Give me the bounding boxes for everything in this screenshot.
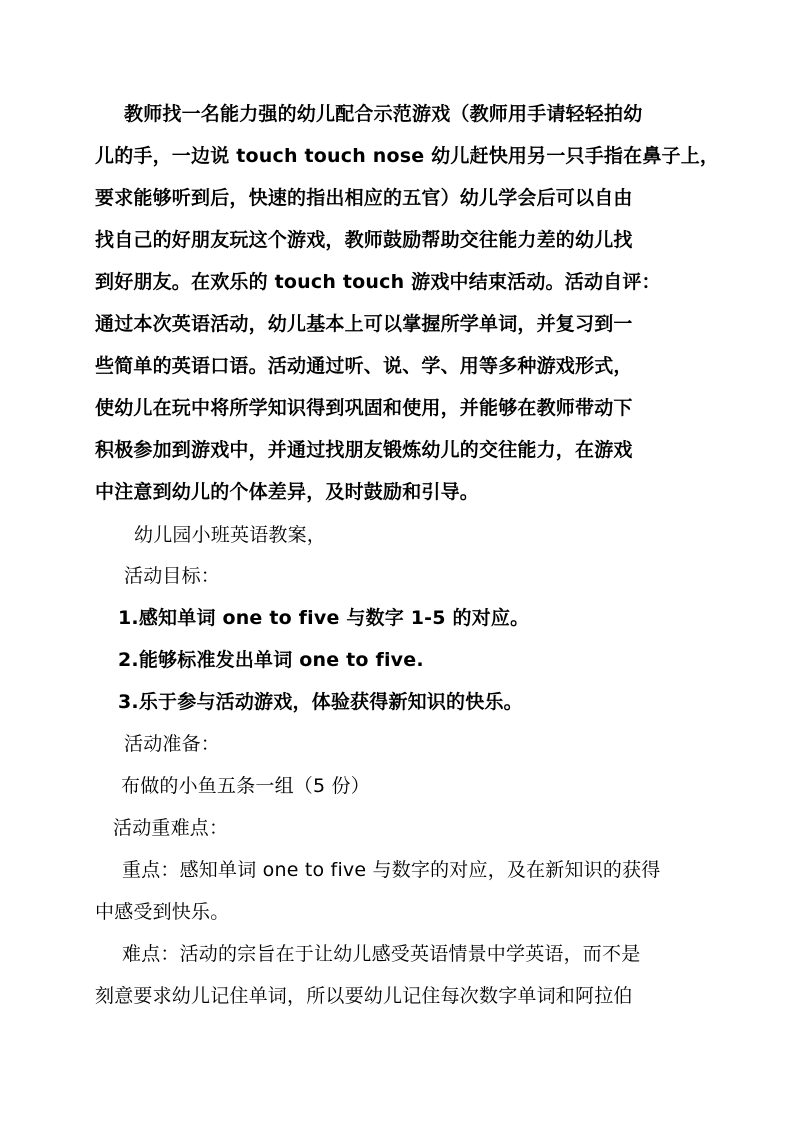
key-heading: 活动重难点： [113, 817, 229, 839]
goal-item: 3.乐于参与活动游戏，体验获得新知识的快乐。 [118, 691, 523, 713]
prep-heading: 活动准备： [124, 733, 221, 755]
intro-line: 积极参加到游戏中，并通过找朋友锻炼幼儿的交往能力，在游戏 [95, 439, 633, 461]
intro-line: 使幼儿在玩中将所学知识得到巩固和使用，并能够在教师带动下 [95, 397, 633, 419]
key-point-line: 中感受到快乐。 [95, 901, 230, 923]
difficult-point-line: 刻意要求幼儿记住单词，所以要幼儿记住每次数字单词和阿拉伯 [95, 985, 633, 1007]
intro-line: 要求能够听到后，快速的指出相应的五官）幼儿学会后可以自由 [95, 187, 633, 209]
intro-line: 中注意到幼儿的个体差异，及时鼓励和引导。 [95, 481, 480, 503]
goal-item: 2.能够标准发出单词 one to five. [118, 649, 424, 671]
intro-line: 到好朋友。在欢乐的 touch touch 游戏中结束活动。活动自评： [95, 271, 661, 293]
difficult-point-line: 难点：活动的宗旨在于让幼儿感受英语情景中学英语，而不是 [122, 943, 641, 965]
key-point-line: 重点：感知单词 one to five 与数字的对应，及在新知识的获得 [122, 859, 661, 881]
intro-line: 教师找一名能力强的幼儿配合示范游戏（教师用手请轻轻拍幼 [124, 103, 643, 125]
prep-item: 布做的小鱼五条一组（5 份） [121, 775, 370, 797]
goals-heading: 活动目标： [124, 565, 221, 587]
intro-line: 儿的手，一边说 touch touch nose 幼儿赶快用另一只手指在鼻子上， [95, 145, 720, 167]
intro-line: 通过本次英语活动，幼儿基本上可以掌握所学单词，并复习到一 [95, 313, 633, 335]
intro-line: 些简单的英语口语。活动通过听、说、学、用等多种游戏形式， [95, 355, 633, 377]
intro-line: 找自己的好朋友玩这个游戏，教师鼓励帮助交往能力差的幼儿找 [95, 229, 633, 251]
lesson-title: 幼儿园小班英语教案， [134, 524, 327, 546]
goal-item: 1.感知单词 one to five 与数字 1-5 的对应。 [118, 607, 530, 629]
